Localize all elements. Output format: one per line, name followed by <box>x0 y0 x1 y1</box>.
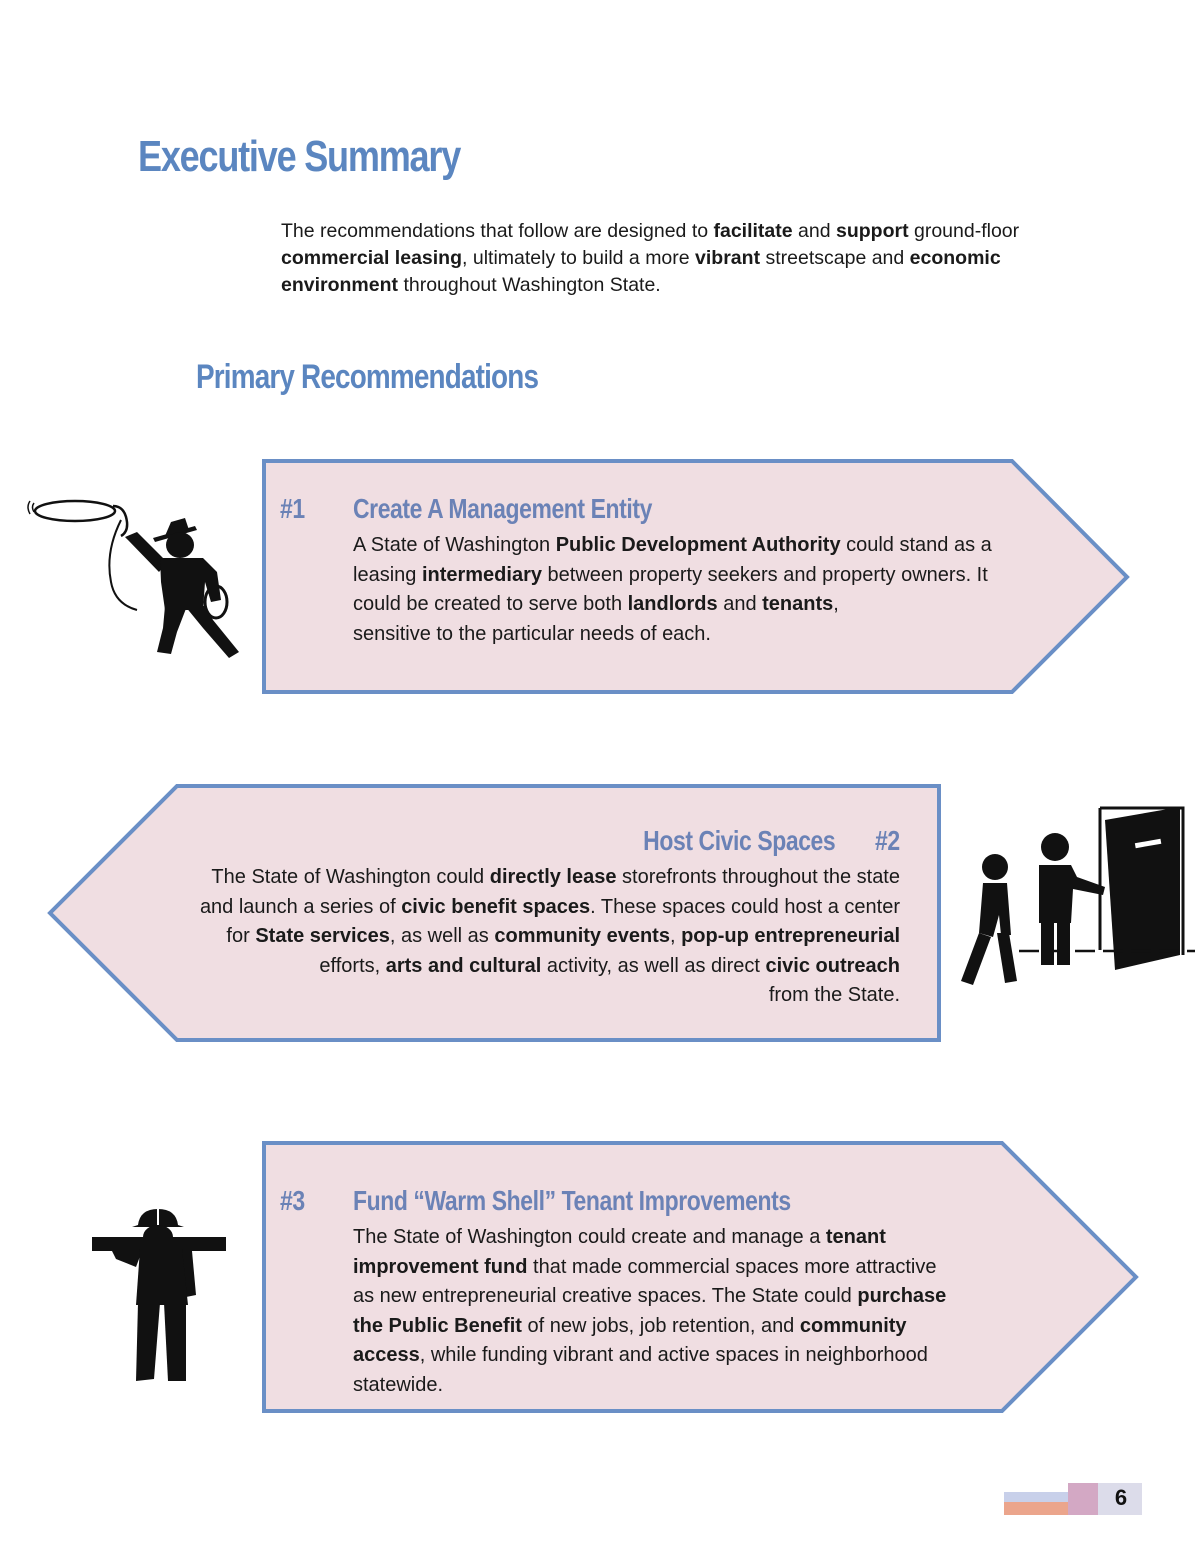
body-line <box>353 620 1073 650</box>
recommendation-number-3: #3 <box>280 1185 305 1216</box>
recommendation-heading-2: Host Civic Spaces <box>642 825 835 856</box>
emphasis-text: economic environment <box>281 247 1001 296</box>
recommendation-body-3 <box>353 1223 1033 1400</box>
body-line <box>353 1371 1033 1401</box>
text-run: between property seekers and property owners. It <box>542 563 988 586</box>
body-line <box>353 1312 1033 1342</box>
text-run: for <box>226 925 256 947</box>
emphasis-text: support <box>836 220 909 242</box>
text-run: storefronts throughout the state <box>616 866 900 888</box>
text-run: . These spaces could host a center <box>590 895 900 918</box>
text-run: ground-floor <box>908 220 1020 242</box>
emphasis-text: arts and cultural <box>385 954 542 977</box>
text-run: efforts, <box>319 954 386 977</box>
emphasis-text: vibrant <box>695 247 761 269</box>
recommendation-heading-1: Create A Management Entity <box>353 493 652 524</box>
body-line <box>120 922 900 952</box>
text-run: sensitive to the particular needs of each. <box>353 622 711 645</box>
emphasis-text: State services <box>255 925 390 947</box>
body-line <box>120 981 900 1011</box>
text-run: , as well as <box>389 925 495 947</box>
text-run: The recommendations that follow are designed to <box>281 220 714 242</box>
body-line <box>120 893 900 923</box>
text-run: statewide. <box>353 1373 444 1396</box>
emphasis-text: access <box>353 1344 420 1366</box>
text-run: leasing <box>353 563 422 586</box>
body-line <box>120 863 900 893</box>
recommendation-number-1: #1 <box>280 493 305 524</box>
emphasis-text: directly lease <box>489 866 617 888</box>
body-line <box>353 531 1073 561</box>
emphasis-text: community <box>799 1314 907 1337</box>
body-line <box>353 590 1073 620</box>
recommendation-body-2 <box>120 863 900 1011</box>
text-run: , ultimately to build a more <box>462 247 696 269</box>
text-run: of new jobs, job retention, and <box>521 1314 800 1337</box>
emphasis-text: improvement fund <box>353 1255 528 1278</box>
text-run: , <box>833 593 839 615</box>
text-run: The State of Washington could <box>211 866 490 888</box>
cowboy-lasso-icon <box>25 492 250 662</box>
emphasis-text: civic outreach <box>765 954 900 977</box>
text-run: , <box>669 925 682 947</box>
text-run: as new entrepreneurial creative spaces. The State could <box>353 1285 858 1307</box>
people-entering-door-icon <box>955 805 1195 990</box>
text-run: could stand as a <box>840 534 992 556</box>
body-line <box>353 1253 1033 1283</box>
emphasis-text: tenant <box>825 1226 886 1248</box>
emphasis-text: community events <box>494 925 670 947</box>
emphasis-text: commercial leasing <box>281 247 463 269</box>
text-run: A State of Washington <box>353 534 556 556</box>
text-run: and <box>792 220 836 242</box>
text-run: , while funding vibrant and active spaces in neighborhood <box>419 1344 928 1366</box>
emphasis-text: purchase <box>857 1285 947 1307</box>
recommendation-body-1 <box>353 531 1073 649</box>
emphasis-text: the Public Benefit <box>353 1314 522 1337</box>
emphasis-text: landlords <box>627 593 718 615</box>
page-title: Executive Summary <box>138 132 461 181</box>
recommendation-number-2: #2 <box>875 825 900 856</box>
body-line <box>353 1223 1033 1253</box>
text-run: that made commercial spaces more attractive <box>527 1255 937 1278</box>
text-run: activity, as well as direct <box>541 954 766 977</box>
body-line <box>353 561 1073 591</box>
emphasis-text: facilitate <box>713 220 793 242</box>
text-run: and launch a series of <box>199 895 402 918</box>
emphasis-text: pop-up entrepreneurial <box>681 925 900 947</box>
body-line <box>120 952 900 982</box>
text-run: could be created to serve both <box>353 593 628 615</box>
construction-worker-icon <box>92 1205 227 1385</box>
text-run: from the State. <box>768 984 900 1006</box>
text-run: and <box>717 593 763 615</box>
emphasis-text: Public Development Authority <box>555 534 841 556</box>
body-line <box>353 1282 1033 1312</box>
section-subtitle: Primary Recommendations <box>196 358 539 396</box>
page-number: 6 <box>1114 1485 1128 1510</box>
text-run: streetscape and <box>760 247 910 269</box>
recommendation-heading-3: Fund “Warm Shell” Tenant Improvements <box>353 1185 791 1216</box>
text-run: throughout Washington State. <box>398 274 661 296</box>
body-line <box>353 1341 1033 1371</box>
emphasis-text: intermediary <box>421 563 542 586</box>
emphasis-text: civic benefit spaces <box>401 895 591 918</box>
text-run: The State of Washington could create and manage a <box>353 1226 826 1248</box>
emphasis-text: tenants <box>762 593 834 615</box>
